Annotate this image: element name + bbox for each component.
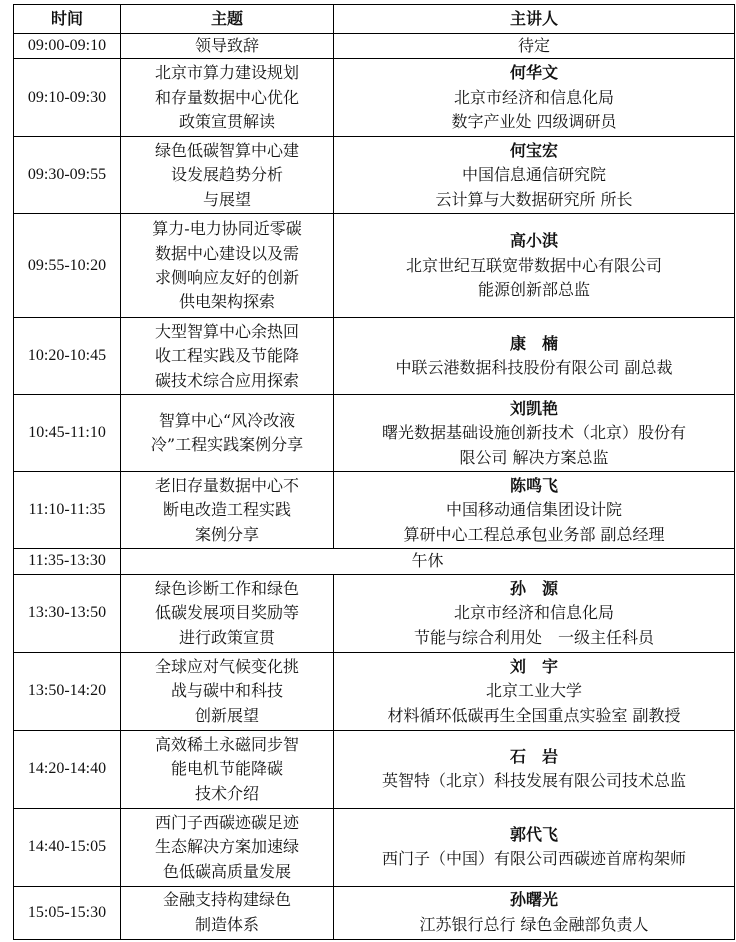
topic-line: 案例分享 xyxy=(194,524,259,544)
speaker-affiliation: 北京世纪互联宽带数据中心有限公司 xyxy=(405,255,662,275)
header-speaker: 主讲人 xyxy=(334,5,735,34)
session-speaker xyxy=(334,137,735,214)
break-label: 午休 xyxy=(121,549,735,574)
agenda-row xyxy=(14,395,735,472)
agenda-row xyxy=(14,730,735,808)
header-row xyxy=(14,5,735,34)
header-time: 时间 xyxy=(14,5,121,34)
speaker-affiliation: 材料循环低碳再生全国重点实验室 副教授 xyxy=(387,705,681,725)
session-topic xyxy=(121,574,334,652)
speaker-affiliation: 北京工业大学 xyxy=(485,681,582,701)
speaker-affiliation: 北京市经济和信息化局 xyxy=(453,87,614,107)
topic-line: 断电改造工程实践 xyxy=(162,500,291,520)
topic-line: 创新展望 xyxy=(194,705,259,725)
topic-line: 设发展趋势分析 xyxy=(170,165,283,185)
speaker-affiliation: 曙光数据基础设施创新技术（北京）股份有 xyxy=(381,423,686,443)
session-topic xyxy=(121,886,334,939)
speaker-name: 孙曙光 xyxy=(509,890,558,910)
topic-line: 绿色诊断工作和绿色 xyxy=(154,578,299,598)
topic-line: 和存量数据中心优化 xyxy=(154,87,299,107)
speaker-name: 孙 源 xyxy=(509,578,558,598)
session-topic xyxy=(121,318,334,395)
speaker-name: 高小淇 xyxy=(509,231,558,251)
topic-line: 算力-电力协同近零碳 xyxy=(152,219,302,239)
session-time: 11:10-11:35 xyxy=(14,472,121,549)
session-time: 10:45-11:10 xyxy=(14,395,121,472)
session-topic xyxy=(121,214,334,318)
topic-line: 求侧响应友好的创新 xyxy=(154,267,299,287)
speaker-affiliation: 英智特（北京）科技发展有限公司技术总监 xyxy=(381,771,686,791)
session-speaker xyxy=(334,34,735,59)
agenda-row xyxy=(14,214,735,318)
speaker-affiliation: 中国信息通信研究院 xyxy=(461,165,606,185)
topic-line: 老旧存量数据中心不 xyxy=(154,475,299,495)
topic-line: 战与碳中和科技 xyxy=(170,681,283,701)
topic-line: 进行政策宣贯 xyxy=(178,627,275,647)
speaker-affiliation: 云计算与大数据研究所 所长 xyxy=(435,189,633,209)
session-topic xyxy=(121,730,334,808)
speaker-affiliation: 节能与综合利用处 一级主任科员 xyxy=(413,627,654,647)
topic-line: 与展望 xyxy=(202,189,251,209)
session-time: 09:55-10:20 xyxy=(14,214,121,318)
speaker-affiliation: 西门子（中国）有限公司西碳迹首席构架师 xyxy=(381,849,686,869)
topic-line: 冷”工程实践案例分享 xyxy=(150,435,304,455)
speaker-name: 陈鸣飞 xyxy=(509,475,558,495)
topic-line: 高效稀土永磁同步智 xyxy=(154,734,299,754)
session-speaker xyxy=(334,395,735,472)
topic-line: 政策宣贯解读 xyxy=(178,112,275,132)
session-time: 09:00-09:10 xyxy=(14,34,121,59)
topic-line: 金融支持构建绿色 xyxy=(162,890,291,910)
agenda-row xyxy=(14,59,735,137)
topic-line: 北京市算力建设规划 xyxy=(154,63,299,83)
topic-line: 收工程实践及节能降 xyxy=(154,346,299,366)
session-time: 11:35-13:30 xyxy=(14,549,121,574)
session-time: 15:05-15:30 xyxy=(14,886,121,939)
session-time: 13:30-13:50 xyxy=(14,574,121,652)
topic-line: 供电架构探索 xyxy=(178,292,275,312)
session-speaker xyxy=(334,886,735,939)
session-time: 13:50-14:20 xyxy=(14,652,121,730)
topic-line: 能电机节能降碳 xyxy=(170,759,283,779)
session-speaker xyxy=(334,808,735,886)
session-topic xyxy=(121,34,334,59)
topic-line: 色低碳高质量发展 xyxy=(162,861,291,881)
speaker-name: 何宝宏 xyxy=(509,140,558,160)
agenda-row xyxy=(14,652,735,730)
speaker-name: 郭代飞 xyxy=(509,824,558,844)
session-topic xyxy=(121,59,334,137)
session-speaker xyxy=(334,59,735,137)
session-time: 14:20-14:40 xyxy=(14,730,121,808)
topic-line: 生态解决方案加速绿 xyxy=(154,837,299,857)
session-speaker xyxy=(334,318,735,395)
agenda-row xyxy=(14,137,735,214)
speaker-affiliation: 中联云港数据科技股份有限公司 副总裁 xyxy=(395,358,673,378)
topic-line: 数据中心建设以及需 xyxy=(154,243,299,263)
speaker-affiliation: 江苏银行总行 绿色金融部负责人 xyxy=(419,914,649,934)
speaker-name: 石 岩 xyxy=(509,746,558,766)
topic-line: 全球应对气候变化挑 xyxy=(154,656,299,676)
topic-line: 绿色低碳智算中心建 xyxy=(154,140,299,160)
session-speaker xyxy=(334,652,735,730)
agenda-row xyxy=(14,549,735,574)
topic-line: 西门子西碳迹碳足迹 xyxy=(154,812,299,832)
topic-line: 技术介绍 xyxy=(194,783,259,803)
topic-line: 低碳发展项目奖励等 xyxy=(154,603,299,623)
session-topic xyxy=(121,472,334,549)
agenda-row xyxy=(14,574,735,652)
session-time: 10:20-10:45 xyxy=(14,318,121,395)
agenda-row xyxy=(14,318,735,395)
session-topic xyxy=(121,808,334,886)
speaker-name: 康 楠 xyxy=(509,334,558,353)
speaker-affiliation: 北京市经济和信息化局 xyxy=(453,603,614,623)
session-topic xyxy=(121,395,334,472)
speaker-affiliation: 中国移动通信集团设计院 xyxy=(445,500,622,520)
agenda-row xyxy=(14,34,735,59)
session-topic xyxy=(121,652,334,730)
agenda-row xyxy=(14,886,735,939)
agenda-body xyxy=(14,34,735,940)
session-topic xyxy=(121,137,334,214)
topic-line: 大型智算中心余热回 xyxy=(154,321,299,341)
header-topic: 主题 xyxy=(121,5,334,34)
agenda-table xyxy=(13,4,735,940)
speaker-affiliation: 待定 xyxy=(517,36,550,55)
agenda-row xyxy=(14,472,735,549)
session-speaker xyxy=(334,214,735,318)
session-time: 14:40-15:05 xyxy=(14,808,121,886)
session-speaker xyxy=(334,472,735,549)
speaker-name: 刘 宇 xyxy=(509,656,558,676)
speaker-affiliation: 能源创新部总监 xyxy=(477,280,590,300)
speaker-affiliation: 算研中心工程总承包业务部 副总经理 xyxy=(403,524,665,544)
topic-line: 碳技术综合应用探索 xyxy=(154,370,299,390)
topic-line: 智算中心“风冷改液 xyxy=(158,411,296,430)
session-speaker xyxy=(334,574,735,652)
agenda-row xyxy=(14,808,735,886)
speaker-name: 何华文 xyxy=(509,63,558,83)
speaker-affiliation: 限公司 解决方案总监 xyxy=(459,447,609,467)
session-time: 09:10-09:30 xyxy=(14,59,121,137)
session-time: 09:30-09:55 xyxy=(14,137,121,214)
topic-line: 领导致辞 xyxy=(194,36,259,55)
topic-line: 制造体系 xyxy=(194,914,259,934)
session-speaker xyxy=(334,730,735,808)
speaker-name: 刘凯艳 xyxy=(509,398,558,418)
speaker-affiliation: 数字产业处 四级调研员 xyxy=(451,112,617,132)
